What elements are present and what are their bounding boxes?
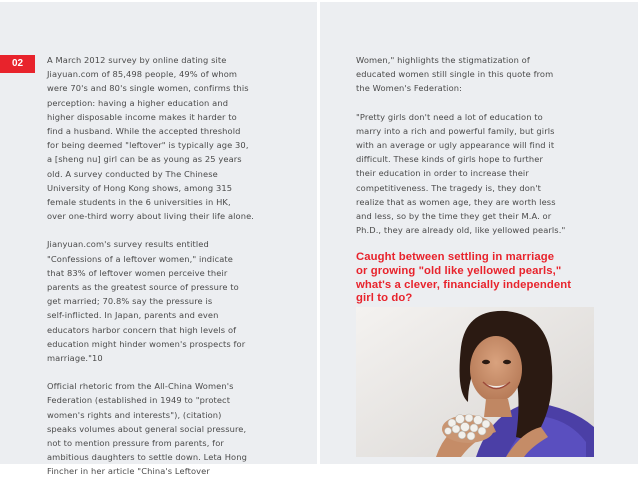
left-page <box>0 2 317 477</box>
right-page <box>320 2 638 464</box>
left-text-column <box>47 53 277 493</box>
quotation-paragraph: "Pretty girls don't need a lot of education to marry into a rich and powerful family, but girls with an average or ugly appearance will find it difficult. These kinds of girls hope to further their education in order to increase their competitiveness. The tragedy is, they don't realize that as women age, they are worth less and less, so by the time they get their M.A. or Ph.D., they are already old, like yellowed pearls." <box>356 111 566 236</box>
paragraph: Jianyuan.com's survey results entitled "Confessions of a leftover women," indicate that 83% of leftover women perceive their parents as the greatest source of pressure to get married; 70.8% say the pressure is self-inflicted. In Japan, parents and even educators harbor concern that high levels of education might hinder women's prospects for marriage."10 <box>47 239 246 364</box>
paragraph: A March 2012 survey by online dating site Jiayuan.com of 85,498 people, 49% of whom were 70's and 80's single women, confirms this perception: having a higher education and higher disposable income makes it harder to find a husband. While the accepted threshold for being deemed "leftover" is typically age 30, a [sheng nu] girl can be as young as 25 years old. A survey conducted by The Chinese University of Hong Kong shows, among 315 female students in the 6 universities in HK, over one-third worry about living their life alone. <box>47 55 255 222</box>
book-spread <box>0 2 638 479</box>
photo-illustration <box>356 307 594 457</box>
woman-with-pearls-photo <box>356 307 594 457</box>
paragraph: Official rhetoric from the All-China Women's Federation (established in 1949 to "protect women's rights and interests"), (citation) speaks volumes about general social pressure, not to mention pressure from parents, for ambitious daughters to settle down. Leta Hong Fincher in her article "China's Leftover <box>47 381 247 477</box>
right-text-column <box>356 53 606 306</box>
pull-quote: Caught between settling in marriage or growing "old like yellowed pearls," what's a clever, financially independent girl to do? <box>356 251 572 305</box>
page-number-badge: 02 <box>0 55 35 73</box>
paragraph: Women," highlights the stigmatization of educated women still single in this quote from the Women's Federation: <box>356 55 554 94</box>
